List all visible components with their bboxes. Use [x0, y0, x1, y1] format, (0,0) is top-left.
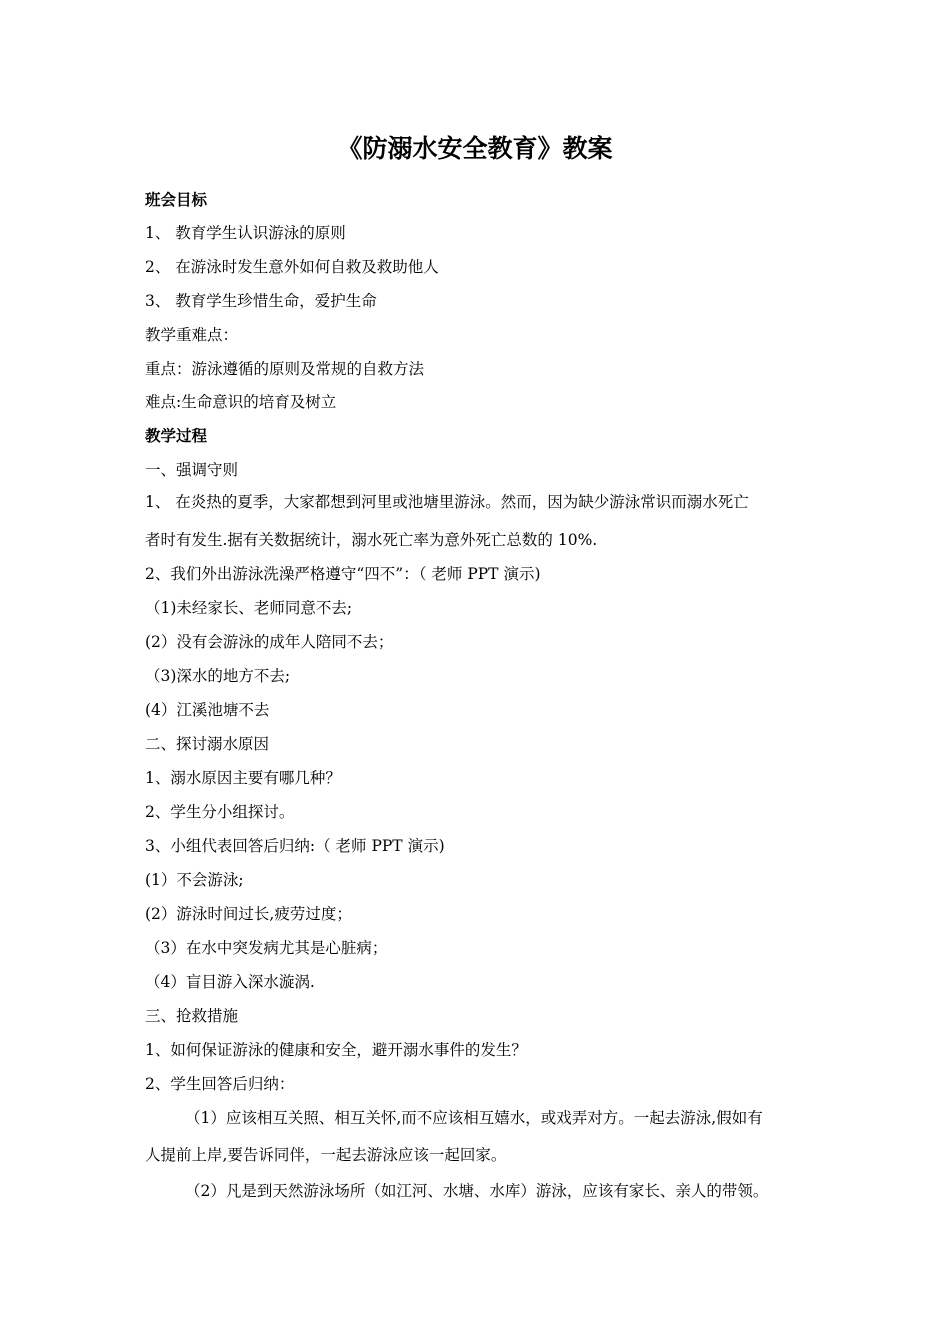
paragraph: （2）凡是到天然游泳场所（如江河、水塘、水库）游泳，应该有家长、亲人的带领。: [185, 1182, 769, 1200]
list-item: 1、 教育学生认识游泳的原则: [145, 224, 346, 242]
paragraph: 教学重难点：: [145, 326, 239, 344]
paragraph: 人提前上岸,要告诉同伴，一起去游泳应该一起回家。: [145, 1146, 507, 1164]
list-item: （3)深水的地方不去;: [145, 667, 291, 685]
section-heading: 班会目标: [145, 191, 208, 209]
paragraph: 重点：游泳遵循的原则及常规的自救方法: [145, 360, 425, 378]
paragraph: 2、学生分小组探讨。: [145, 803, 295, 821]
paragraph: 者时有发生.据有关数据统计，溺水死亡率为意外死亡总数的 10%.: [145, 531, 598, 549]
list-item: 2、 在游泳时发生意外如何自救及救助他人: [145, 258, 439, 276]
subsection-heading: 三、抢救措施: [145, 1007, 239, 1025]
list-item: 3、 教育学生珍惜生命，爱护生命: [145, 292, 377, 310]
paragraph: 1、溺水原因主要有哪几种？: [145, 769, 341, 787]
subsection-heading: 一、强调守则: [145, 461, 239, 479]
paragraph: 2、学生回答后归纳：: [145, 1075, 295, 1093]
list-item: (2）游泳时间过长,疲劳过度；: [145, 905, 352, 923]
list-item: (2）没有会游泳的成年人陪同不去；: [145, 633, 394, 651]
paragraph: 2、我们外出游泳洗澡严格遵守“四不”：（ 老师 PPT 演示): [145, 565, 541, 583]
section-heading: 教学过程: [145, 427, 208, 445]
list-item: (1）不会游泳;: [145, 871, 244, 889]
paragraph: 1、 在炎热的夏季，大家都想到河里或池塘里游泳。然而，因为缺少游泳常识而溺水死亡: [145, 493, 749, 511]
paragraph: 难点:生命意识的培育及树立: [145, 393, 337, 411]
subsection-heading: 二、探讨溺水原因: [145, 735, 270, 753]
list-item: (4）江溪池塘不去: [145, 701, 270, 719]
list-item: （1)未经家长、老师同意不去;: [145, 599, 353, 617]
paragraph: （1）应该相互关照、相互关怀,而不应该相互嬉水，或戏弄对方。一起去游泳,假如有: [185, 1109, 763, 1127]
list-item: （4）盲目游入深水漩涡.: [145, 973, 315, 991]
list-item: （3）在水中突发病尤其是心脏病；: [145, 939, 388, 957]
paragraph: 1、如何保证游泳的健康和安全，避开溺水事件的发生？: [145, 1041, 527, 1059]
document-title: 《防溺水安全教育》教案: [337, 134, 613, 163]
paragraph: 3、小组代表回答后归纳:（ 老师 PPT 演示): [145, 837, 445, 855]
